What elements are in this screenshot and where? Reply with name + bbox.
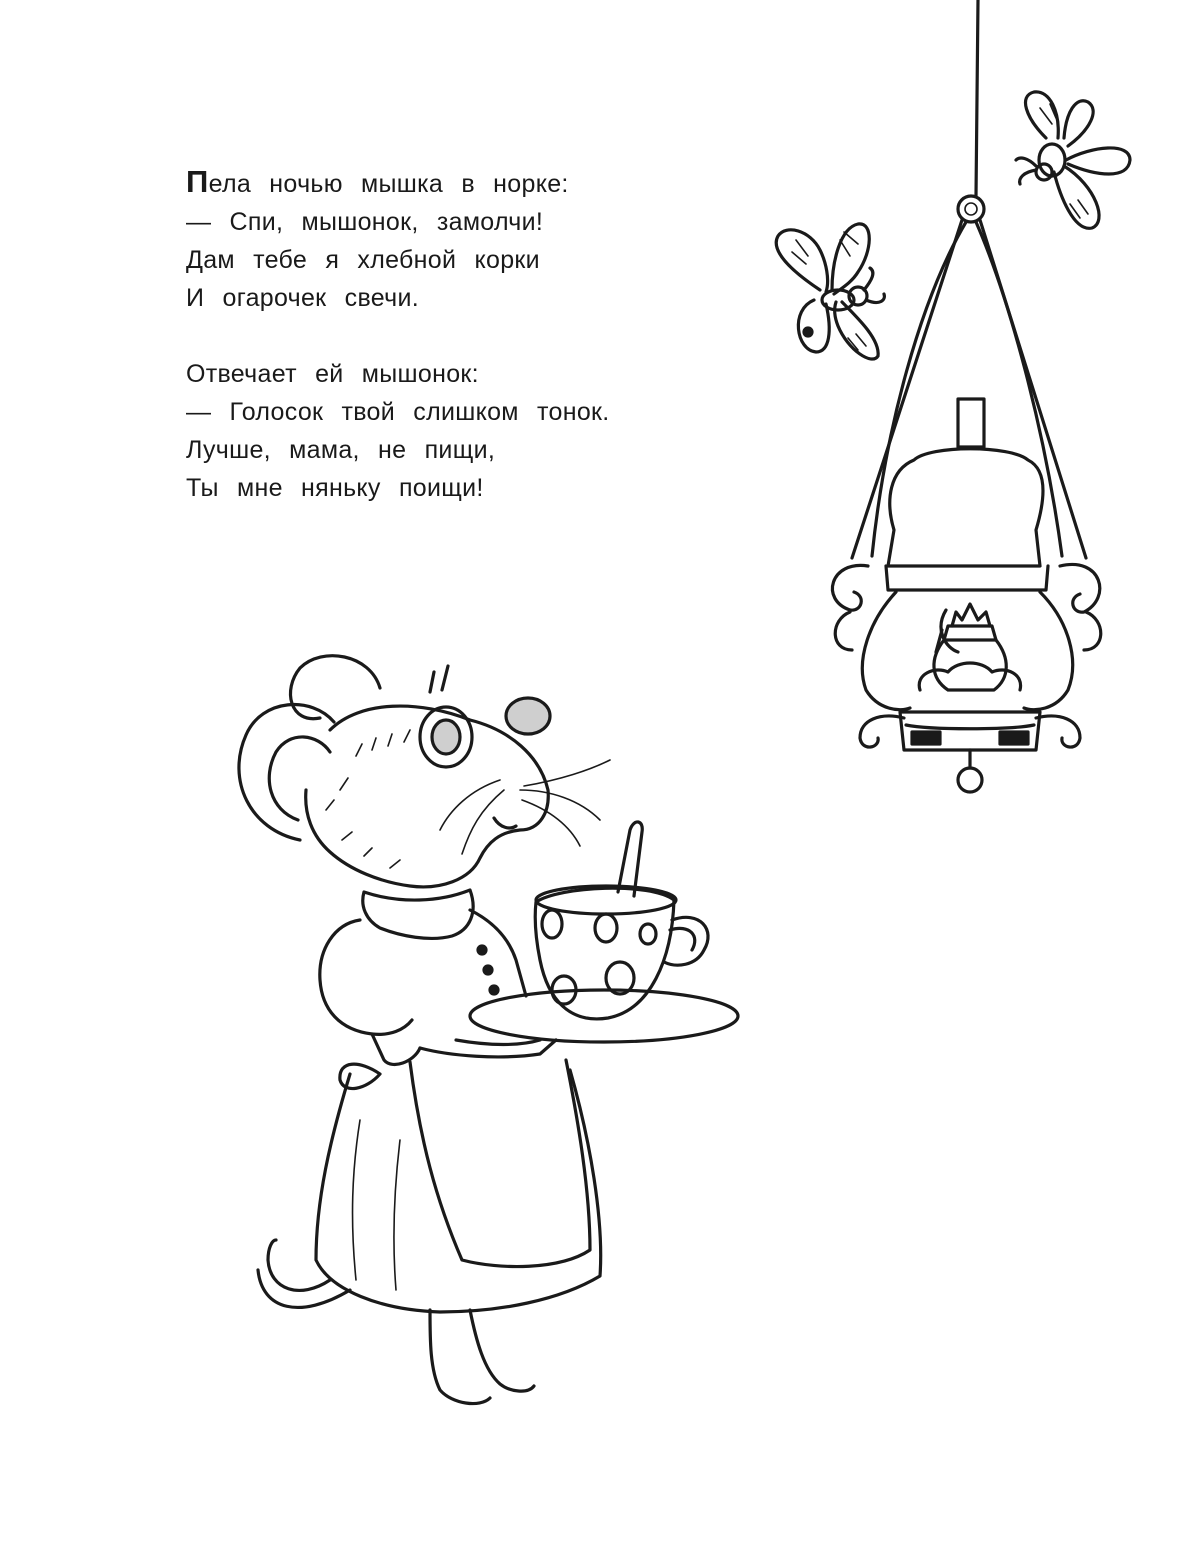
poem-line-2: — Спи, мышонок, замолчи! [186,208,544,236]
hanging-lamp-icon [832,0,1100,792]
poem-line-3: Дам тебе я хлебной корки [186,246,540,274]
mouse-mother-icon [239,656,610,1404]
poem-line-6: — Голосок твой слишком тонок. [186,398,610,426]
drop-cap: П [186,164,209,199]
poem-line-4: И огарочек свечи. [186,284,419,312]
poem-line-7: Лучше, мама, не пищи, [186,436,496,464]
poem-line-8: Ты мне няньку поищи! [186,474,484,502]
teacup-on-tray-icon [470,822,738,1042]
poem-line-5: Отвечает ей мышонок: [186,360,479,388]
poem-line-1-rest: ела ночью мышка в норке: [208,170,569,198]
moth-left-icon [776,224,884,359]
moth-right-icon [1016,92,1130,228]
